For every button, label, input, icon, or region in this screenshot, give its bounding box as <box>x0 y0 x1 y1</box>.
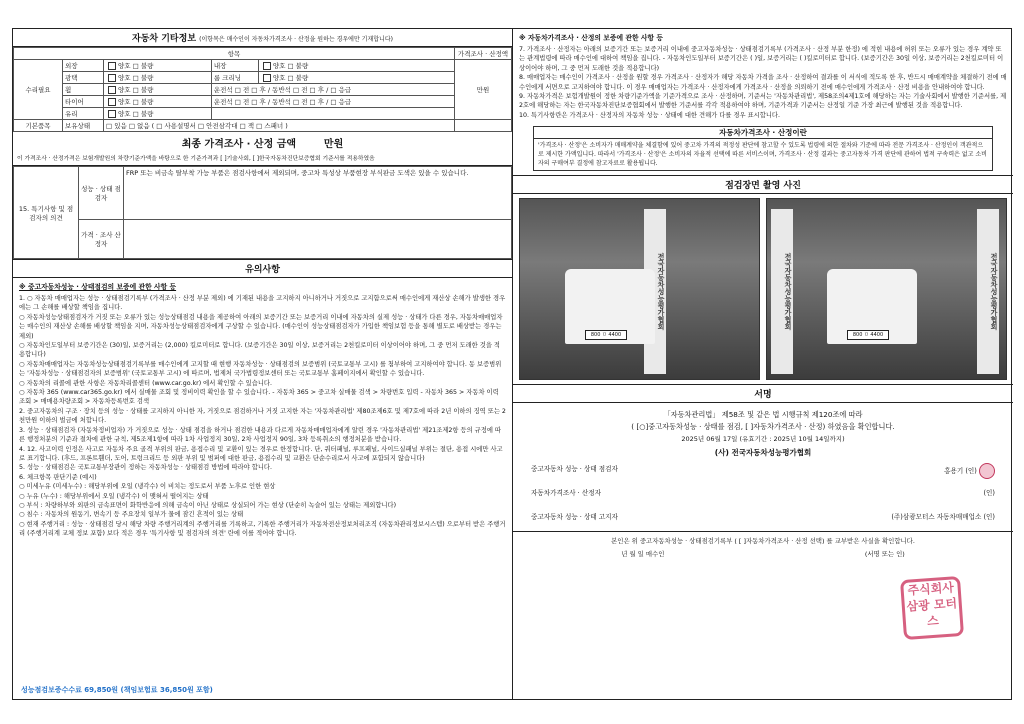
note-item: ○ 자동차의 리콜에 관한 사항은 자동차리콜센터 (www.car.go.kr) 에서 확인할 수 있습니다. <box>19 379 273 387</box>
final-price-note: 이 가격조사 · 산정가격은 보험개발원의 차량기준가액을 바탕으로 한 기준가격과 [ ]기술사회, [ ]한국자동차진단보증협회 기준서를 적용하였음 <box>13 153 512 166</box>
document-page <box>12 28 1012 700</box>
sign-statement: 「자동차관리법」 제58조 및 같은 법 시행규칙 제120조에 따라 ( [○]중고자동차성능 · 상태를 점검, [ ]자동차가격조사 · 산정) 하였음을 확인합니다. 2025년 06월 17일 (유효기간 : 2025년 10월 14일까지) (사) 전국자동차성능평가협회 <box>513 403 1013 459</box>
row-label: 타이어 <box>63 96 104 108</box>
sig-row-notifier: 중고자동차 성능 · 상태 고지자 (주)삼광모터스 자동차매매업소 (인) <box>531 513 995 522</box>
final-price: 최종 가격조사 · 산정 금액 만원 <box>181 139 344 150</box>
empty-cell <box>211 108 454 120</box>
note-item: ○ 부식 : 차량하부와 외판의 금속표면이 화학반응에 의해 금속이 아닌 상태로 상실되어 가는 현상 (단순히 녹슬어 있는 상태는 제외합니다) <box>19 501 397 509</box>
note-item: 6. 체크항목 판단기준 (예시) <box>19 473 97 481</box>
notes-heading: ※ 중고자동차성능 · 상태점검의 보증에 관한 사항 등 <box>19 283 177 291</box>
price-unit: 만원 <box>455 60 512 120</box>
checkbox[interactable] <box>108 74 116 82</box>
checkbox[interactable] <box>108 62 116 70</box>
notes-body <box>13 292 512 541</box>
seal-icon <box>979 463 995 479</box>
basic-item: 보유상태 <box>63 120 104 132</box>
note-item: ○ 자동차 365 (www.car365.go.kr) 에서 실매물 조회 및 정비이력 확인을 할 수 있습니다. - 자동차 365 > 중고차 실매물 검색 > 차량번호 입력 - 자동차 365 > 자동차 이력 조회 > 매매용차량조회 > 자동차등록번호 검색 <box>19 389 499 406</box>
special-label: 15. 특기사항 및 점검자의 의견 <box>14 167 79 259</box>
truck <box>827 269 917 344</box>
note-item: ○ 자동차매매업자는 자동차성능상태점검기록부를 매수인에게 고지할 때 현행 자동차성능 · 상태점검의 보증범위 (국토교통부 고시) 를 첨부하여 고지하여야 합니다. 동 보증범위는 '자동차성능 · 상태점검자의 보증범위' (국토교통부 고시) 에 따르며, 법제처 국가법령정보센터 또는 국토교통부 홈페이지에서 확인할 수 있습니다. <box>19 360 502 378</box>
row-options: 양호 □ 불량 <box>104 96 212 108</box>
row-label: 내장 <box>211 60 258 72</box>
photo-area <box>513 194 1013 384</box>
repair-label: 수리필요 <box>14 60 63 120</box>
row-label: 광택 <box>63 72 104 84</box>
row-options: 운전석 □ 전 □ 후 / 동반석 □ 전 □ 후 / □ 응급 <box>211 84 454 96</box>
company-stamp: 주식회사 삼광 모터스 <box>900 576 964 640</box>
checkbox[interactable] <box>108 110 116 118</box>
header-item: 항목 <box>14 48 455 60</box>
note-item: ○ 자동차인도일부터 보증기간은 (30)일, 보증거리는 (2,000) 킬로미터로 합니다. (보증기간은 30일 이상, 보증거리는 2천킬로미터 이상이어야 하며, 그 중 먼저 도래한 것을 적용합니다) <box>19 342 501 359</box>
row-options: 운전석 □ 전 □ 후 / 동반석 □ 전 □ 후 / □ 응급 <box>211 96 454 108</box>
empty-cell <box>455 120 512 132</box>
note-item: ○ 현재 주행거리 : 성능 · 상태점검 당시 해당 차량 주행거리계의 주행거리를 기록하고, 기록한 주행거리가 자동차전산정보처리조직 (자동차관리정보시스템) 으로부터 받은 주행거리 (주행거리계 교체 정보 포함) 보다 적은 경우 '특기사항 및 점검자의 의견' 란에 이를 적어야 합니다. <box>19 520 506 538</box>
price-guarantee-items <box>513 43 1013 122</box>
inspector-note: FRP 또는 비금속 탈부착 가능 부품은 점검사항에서 제외되며, 중고차 특성상 부품현장 부식판금 도색은 있을 수 있습니다. <box>124 167 512 220</box>
price-box-text: '가격조사 · 산정'은 소비자가 매매계약을 체결함에 있어 중고차 가격의 적정성 판단에 참고할 수 있도록 법령에 의한 절차와 기준에 따라 전문 가격조사 · 산정인이 객관적으로 제시한 가액입니다. 따라서 '가격조사 · 산정'은 소비자의 자율적 선택에 따른 서비스이며, 가격조사 · 산정 결과는 중고자동차 가격 판단에 관하여 법적 구속력은 없고 소비자의 구매여부 결정에 참고자료로 활용됩니다. <box>538 142 987 168</box>
row-label: 룸 크리닝 <box>211 72 258 84</box>
photo-title: 점검장면 촬영 사진 <box>513 175 1013 194</box>
inspection-photo-rear <box>766 198 1007 380</box>
note-item: 4. 12. 사고이력 인정은 사고로 자동차 주요 골격 부위의 판금, 용접수리 및 교환이 있는 경우로 한정합니다. 단, 쿼터패널, 루프패널, 사이드실패널 부위는 절단, 용접 시에만 사고로 표기합니다. (후드, 프론트휀더, 도어, 트렁크리드 등 외판 부위 및 범퍼에 대한 판금, 용접수리 및 교환은 단순수리로서 사고에 포함되지 않습니다) <box>19 445 503 462</box>
basic-label: 기본품목 <box>14 120 63 132</box>
note-item: ○ 누유 (누수) : 해당부위에서 오일 (냉각수) 이 맺혀서 떨어지는 상태 <box>19 492 209 500</box>
note-item: 5. 성능 · 상태점검은 국토교통부장관이 정하는 자동차성능 · 상태점검 방법에 따라야 합니다. <box>19 464 273 472</box>
basic-options: □ 있음 □ 없음 ( □ 사용설명서 □ 안전삼각대 □ 잭 □ 스패너 ) <box>104 120 455 132</box>
note-item: ○ 침수 : 자동차의 원동기, 변속기 등 주요장치 일부가 물에 잠긴 흔적이 있는 상태 <box>19 511 244 519</box>
sign-title: 서명 <box>513 384 1013 403</box>
price-box <box>533 126 993 171</box>
note-item: ○ 미세누유 (미세누수) : 해당부위에 오일 (냉각수) 이 비치는 정도로서 부품 노후로 인한 현상 <box>19 483 276 491</box>
other-info-table <box>13 47 512 132</box>
row-options: 양호 □ 불량 <box>104 60 212 72</box>
guarantee-item: 8. 매매업자는 매수인이 가격조사 · 산정을 원할 경우 가격조사 · 산정자가 해당 자동차 가격을 조사 · 산정하여 결과를 이 서식에 적도록 한 후, 반드시 매매계약을 체결하기 전에 매수인에게 서면으로 고지하여야 합니다. 이 경우 매매업자는 가격조사 · 산정자에게 가격조사 · 산정을 의뢰하기 전에 매수인에게 가격조사 · 산정 비용을 안내하여야 합니다. <box>519 74 1007 91</box>
banner: 전국자동차성능평가협회 <box>644 209 666 374</box>
row-options: 양호 □ 불량 <box>258 72 454 84</box>
checkbox[interactable] <box>263 74 271 82</box>
receipt: 본인은 위 중고자동차성능 · 상태점검기록부 ( [ ]자동차가격조사 · 산정 선택) 를 교부받은 사실을 확인합니다. 년 월 일 매수인 (서명 또는 인) <box>513 531 1013 562</box>
guarantee-item: 7. 가격조사 · 산정자는 아래의 보증기간 또는 보증거리 이내에 중고자동차성능 · 상태점검기록부 (가격조사 · 산정 부분 한정) 에 적힌 내용에 허위 또는 오류가 있는 경우 계약 또는 관계법령에 따라 매수인에 대하여 책임을 집니다. - 자동차인도일부터 보증기간은 ( )일, 보증거리는 ( )킬로미터로 합니다. (보증기간은 30일 이상, 보증거리는 2천킬로미터 이상이어야 하며, 그 중 먼저 도래한 것을 적용합니다) <box>519 46 1004 72</box>
guarantee-item: 10. 특기사항란은 가격조사 · 산정자의 자동차 성능 · 상태에 대한 견해가 다를 경우 표시합니다. <box>519 111 781 119</box>
row-label: 외장 <box>63 60 104 72</box>
row-options: 양호 □ 불량 <box>104 84 212 96</box>
left-column <box>13 29 513 699</box>
appraiser-label: 가격 · 조사 산정자 <box>79 220 124 259</box>
banner: 전국자동차성능평가협회 <box>977 209 999 374</box>
appraiser-note <box>124 220 512 259</box>
price-box-title: 자동차가격조사 · 산정이란 <box>534 127 992 139</box>
note-item: 2. 중고자동차의 구조 · 장치 등의 성능 · 상태를 고지하지 아니한 자, 거짓으로 점검하거나 거짓 고지한 자는 '자동차관리법' 제80조제6호 및 제7호에 따라 2년 이하의 징역 또는 2천만원 이하의 벌금에 처합니다. <box>19 407 506 425</box>
guarantee-item: 9. 자동차가격은 보험개발원이 정한 차량기준가액을 기준가격으로 조사 · 산정하며, 기준서는 '자동차관리법', 제58조의4제1호에 해당하는 자는 기술사회에서 발행한 기준서를, 제2호에 해당하는 자는 한국자동차진단보증협회에서 발행한 기준서를 각각 적용하여야 하며, 기준가격과 기준서는 산정일 기준 가장 최근에 발행된 것을 적용합니다. <box>519 93 1007 110</box>
price-guarantee-heading: ※ 자동차가격조사 · 산정의 보증에 관한 사항 등 <box>519 34 663 42</box>
truck <box>565 269 655 344</box>
checkbox[interactable] <box>263 62 271 70</box>
row-options: 양호 □ 불량 <box>258 60 454 72</box>
inspector-label: 성능 · 상태 점검자 <box>79 167 124 220</box>
checkbox[interactable] <box>108 86 116 94</box>
license-plate: 800 ㅁ 4400 <box>847 330 889 340</box>
other-info-title: 자동차 기타정보 (이항목은 매수인이 자동차가격조사 · 산정을 원하는 경우에만 기재합니다) <box>13 29 512 47</box>
license-plate: 800 ㅁ 4400 <box>585 330 627 340</box>
inspection-photo-front <box>519 198 760 380</box>
row-label: 휠 <box>63 84 104 96</box>
note-item: 1. ○ 자동차 매매업자는 성능 · 상태점검기록부 (가격조사 · 산정 부분 제외) 에 기재된 내용을 고지하지 아니하거나 거짓으로 고지함으로써 매수인에게 재산상 손해가 발생한 경우에는 그 손해를 배상할 책임을 집니다. <box>19 295 506 312</box>
note-item: ○ 자동차성능상태점검자가 거짓 또는 오류가 있는 성능상태점검 내용을 제공하여 아래의 보증기간 또는 보증거리 이내에 자동차의 실제 성능 · 상태가 다른 경우, 자동차매매업자는 매수인의 재산상 손해를 배상할 책임을 지며, 자동차성능상태점검자에게 구상할 수 있습니다. (매수인이 성능상태점검자가 가입한 책임보험 등을 통해 별도로 배상받는 경우는 제외) <box>19 313 503 340</box>
special-notes-table <box>13 166 512 259</box>
notes-title: 유의사항 <box>13 259 512 278</box>
header-price: 가격조사 · 산정액 <box>455 48 512 60</box>
org-name: (사) 전국자동차성능평가협회 <box>714 448 812 458</box>
row-options: 양호 □ 불량 <box>104 72 212 84</box>
banner: 전국자동차성능평가협회 <box>771 209 793 374</box>
row-label: 유리 <box>63 108 104 120</box>
sig-row-inspector: 중고자동차 성능 · 상태 점검자 홍용기 (인) <box>513 459 1013 483</box>
sig-row-appraiser: 자동차가격조사 · 산정자 (인) <box>531 489 995 498</box>
fee-note: 성능점검보증수수료 69,850원 (책임보험료 36,850원 포함) <box>21 686 213 694</box>
row-options: 양호 □ 불량 <box>104 108 212 120</box>
checkbox[interactable] <box>108 98 116 106</box>
note-item: 3. 성능 · 상태점검자 (자동차정비업자) 가 거짓으로 성능 · 상태 점검을 하거나 점검한 내용과 다르게 자동차매매업자에게 알린 경우 '자동차관리법' 제21조제2항 등의 규정에 따른 행정처분의 기준과 절차에 관한 규칙, 제5조제1항에 따라 1차 사업정지 30일, 2차 사업정지 90일, 3차 등록취소의 행정처분을 받습니다. <box>19 426 501 444</box>
